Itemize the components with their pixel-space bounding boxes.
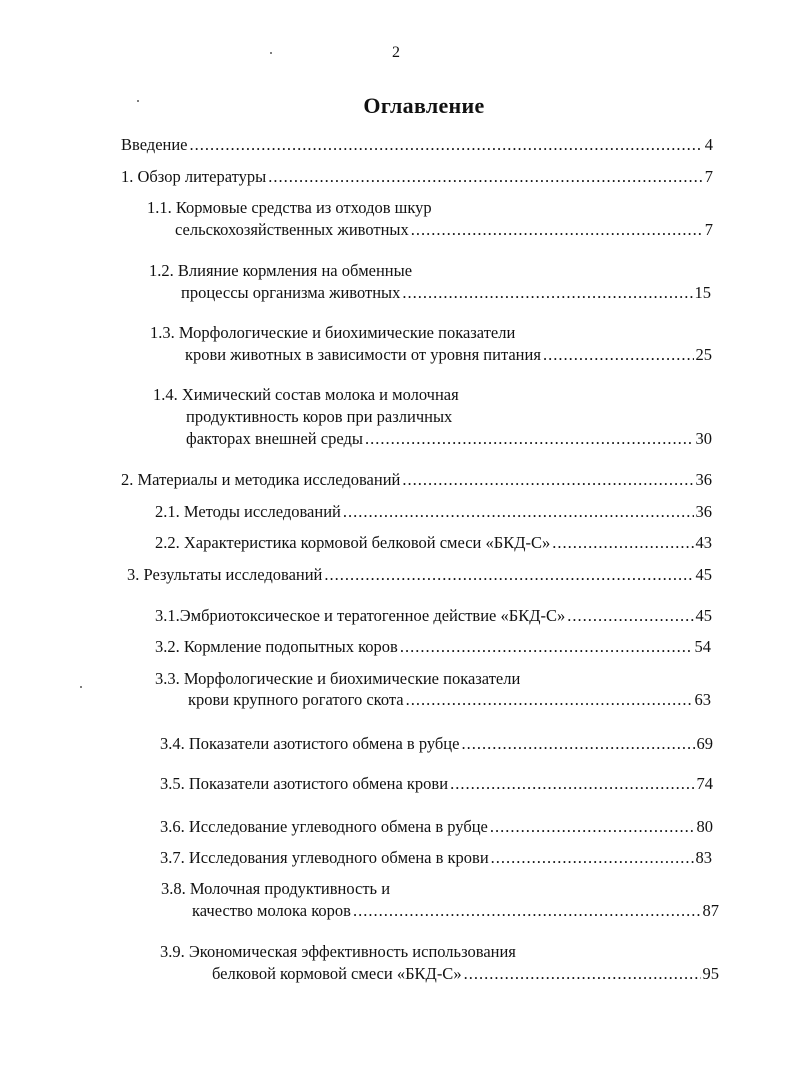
- toc-entry-label: крови животных в зависимости от уровня питания: [185, 345, 541, 364]
- toc-entry-1-3[interactable]: [185, 345, 712, 365]
- toc-entry-page: 36: [695, 470, 712, 489]
- toc-entry-label: 3.1.Эмбриотоксическое и тератогенное действие «БКД-С»: [155, 606, 566, 625]
- leader-dots: [353, 901, 701, 921]
- toc-entry-1-4-line1: 1.4. Химический состав молока и молочная: [153, 385, 459, 404]
- toc-entry-label: белковой кормовой смеси «БКД-С»: [212, 964, 462, 983]
- toc-entry-page: 95: [702, 964, 719, 983]
- toc-entry-label: Введение: [121, 135, 188, 154]
- leader-dots: [324, 565, 693, 585]
- toc-entry-label: 2. Материалы и методика исследований: [121, 470, 401, 489]
- toc-entry-page: 45: [695, 565, 712, 584]
- leader-dots: [365, 429, 694, 449]
- leader-dots: [567, 606, 693, 626]
- leader-dots: [490, 817, 695, 837]
- toc-entry-3-2[interactable]: [155, 637, 711, 657]
- toc-entry-page: 80: [696, 817, 713, 836]
- toc-entry-1-3-line1: 1.3. Морфологические и биохимические показатели: [150, 323, 516, 342]
- toc-entry-label: 3.6. Исследование углеводного обмена в рубце: [160, 817, 488, 836]
- toc-entry-3[interactable]: [127, 565, 712, 585]
- toc-entry-3-4[interactable]: [160, 734, 713, 754]
- scan-speck: [137, 100, 139, 102]
- toc-entry-page: 45: [695, 606, 712, 625]
- leader-dots: [491, 848, 694, 868]
- toc-entry-2[interactable]: [121, 470, 712, 490]
- toc-entry-3-5[interactable]: [160, 774, 713, 794]
- toc-entry-3-9-line1: 3.9. Экономическая эффективность использования: [160, 942, 516, 961]
- page-title: Оглавление: [363, 93, 485, 118]
- toc-entry-label: процессы организма животных: [181, 283, 401, 302]
- toc-entry-label: 3. Результаты исследований: [127, 565, 323, 584]
- leader-dots: [543, 345, 694, 365]
- toc-entry-2-1[interactable]: [155, 502, 712, 522]
- toc-entry-3-7[interactable]: [160, 848, 712, 868]
- leader-dots: [190, 135, 703, 155]
- toc-entry-page: 30: [695, 429, 712, 448]
- toc-entry-page: 36: [695, 502, 712, 521]
- toc-entry-1-4-line2: продуктивность коров при различных: [186, 407, 453, 426]
- toc-entry-page: 7: [704, 167, 713, 186]
- toc-entry-page: 4: [704, 135, 713, 154]
- toc-entry-intro[interactable]: [121, 135, 713, 155]
- toc-entry-page: 74: [696, 774, 713, 793]
- toc-entry-page: 43: [695, 533, 712, 552]
- page-number: 2: [392, 44, 400, 61]
- scan-speck: [270, 52, 272, 54]
- toc-entry-1-1-line1: 1.1. Кормовые средства из отходов шкур: [147, 198, 432, 217]
- toc-entry-label: 1. Обзор литературы: [121, 167, 267, 186]
- toc-entry-label: 3.2. Кормление подопытных коров: [155, 637, 398, 656]
- toc-entry-label: сельскохозяйственных животных: [175, 220, 409, 239]
- toc-entry-label: крови крупного рогатого скота: [188, 690, 404, 709]
- toc-entry-label: качество молока коров: [192, 901, 351, 920]
- scan-speck: [80, 686, 82, 688]
- leader-dots: [402, 470, 693, 490]
- toc-entry-label: 3.7. Исследования углеводного обмена в крови: [160, 848, 489, 867]
- toc-entry-page: 83: [695, 848, 712, 867]
- toc-entry-page: 15: [694, 283, 711, 302]
- leader-dots: [552, 533, 693, 553]
- leader-dots: [402, 283, 692, 303]
- toc-entry-3-8-line1: 3.8. Молочная продуктивность и: [161, 879, 391, 898]
- leader-dots: [406, 690, 693, 710]
- toc-entry-page: 25: [695, 345, 712, 364]
- toc-entry-1[interactable]: [121, 167, 713, 187]
- toc-entry-3-1[interactable]: [155, 606, 712, 626]
- leader-dots: [411, 220, 703, 240]
- toc-entry-page: 7: [704, 220, 713, 239]
- toc-entry-page: 63: [694, 690, 711, 709]
- toc-entry-3-6[interactable]: [160, 817, 713, 837]
- toc-entry-page: 87: [702, 901, 719, 920]
- toc-entry-1-4[interactable]: [186, 429, 712, 449]
- leader-dots: [464, 964, 701, 984]
- toc-entry-3-3-line1: 3.3. Морфологические и биохимические показатели: [155, 669, 521, 688]
- toc-entry-1-1[interactable]: [175, 220, 713, 240]
- toc-entry-3-9[interactable]: [212, 964, 719, 984]
- toc-entry-3-8[interactable]: [192, 901, 719, 921]
- toc-entry-label: 2.1. Методы исследований: [155, 502, 341, 521]
- toc-entry-2-2[interactable]: [155, 533, 712, 553]
- leader-dots: [268, 167, 703, 187]
- leader-dots: [343, 502, 694, 522]
- toc-entry-1-2[interactable]: [181, 283, 711, 303]
- toc-entry-label: факторах внешней среды: [186, 429, 363, 448]
- leader-dots: [400, 637, 693, 657]
- toc-entry-label: 3.5. Показатели азотистого обмена крови: [160, 774, 449, 793]
- toc-entry-label: 3.4. Показатели азотистого обмена в рубце: [160, 734, 460, 753]
- toc-entry-1-2-line1: 1.2. Влияние кормления на обменные: [149, 261, 413, 280]
- toc-entry-page: 69: [696, 734, 713, 753]
- leader-dots: [461, 734, 694, 754]
- toc-entry-3-3[interactable]: [188, 690, 711, 710]
- leader-dots: [450, 774, 694, 794]
- toc-entry-page: 54: [694, 637, 711, 656]
- toc-entry-label: 2.2. Характеристика кормовой белковой смеси «БКД-С»: [155, 533, 551, 552]
